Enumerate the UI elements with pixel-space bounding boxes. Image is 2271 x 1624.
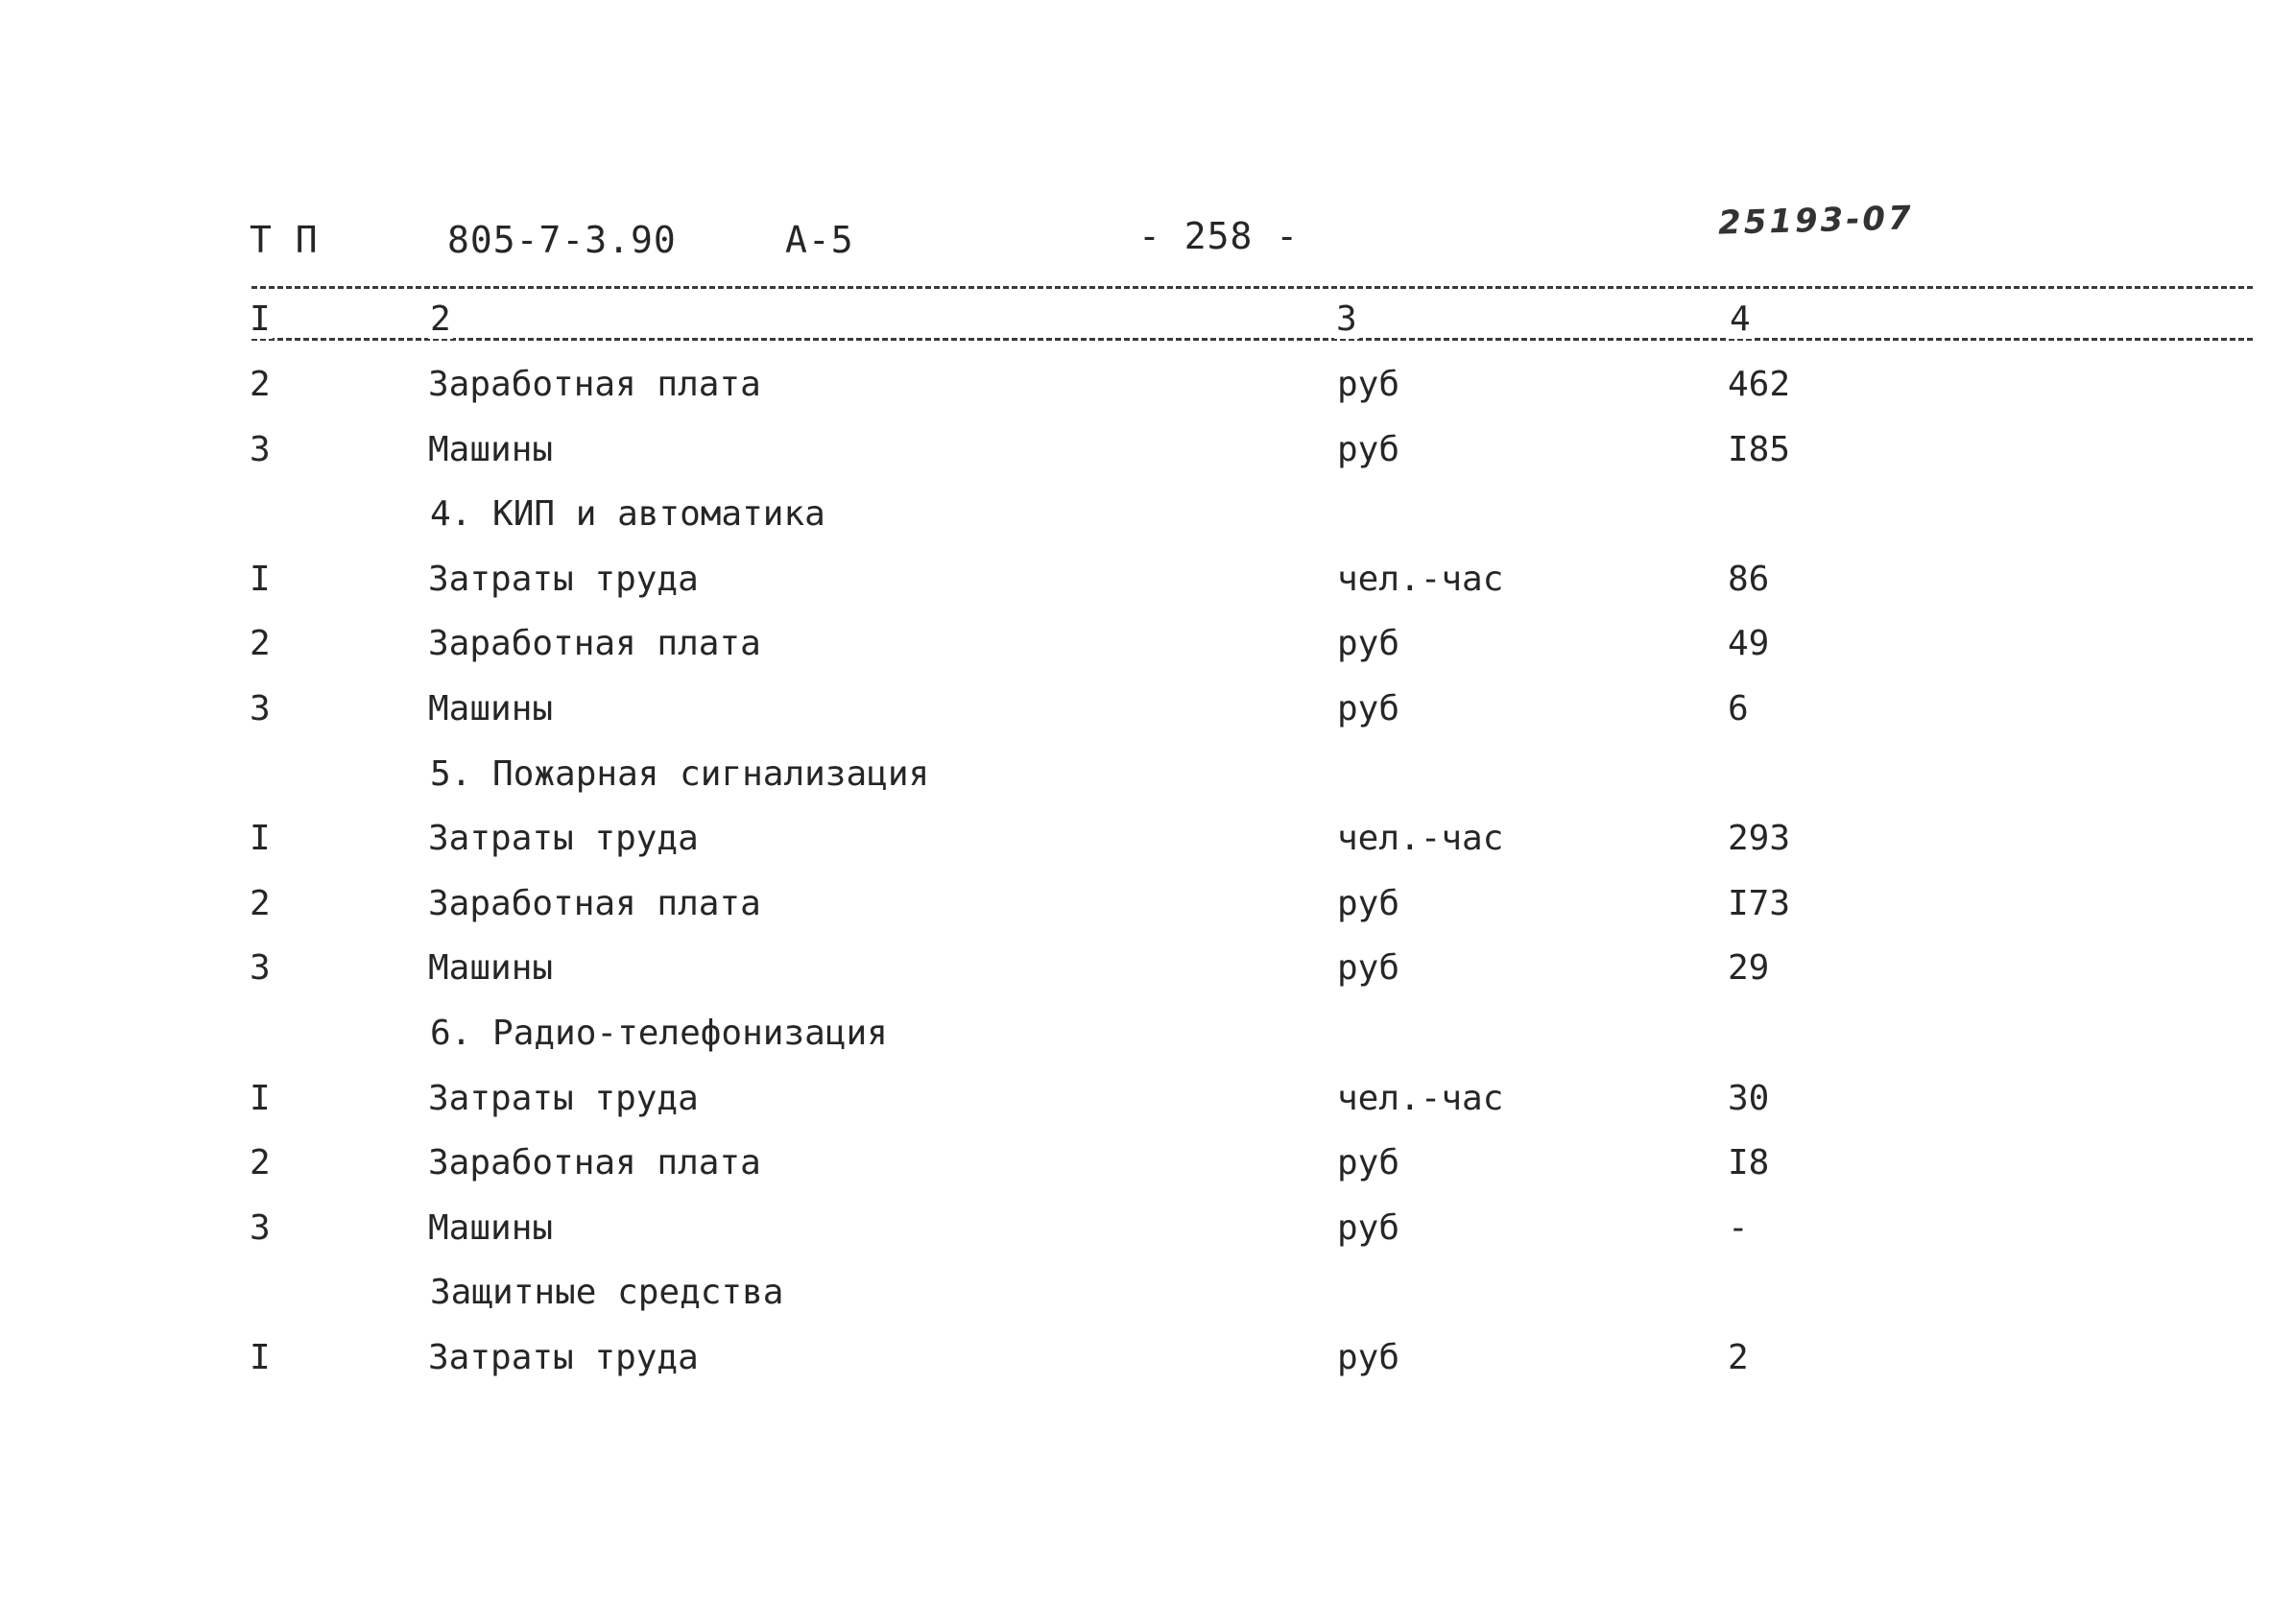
value-cell: 30 xyxy=(1728,1078,1770,1118)
value-cell: - xyxy=(1728,1207,1749,1248)
cost-item-name: Заработная плата xyxy=(428,1143,761,1183)
value-cell: 49 xyxy=(1728,624,1770,664)
table-row xyxy=(0,365,2271,430)
unit-cell: руб xyxy=(1337,624,1400,664)
cost-item-name: Машины xyxy=(428,948,554,989)
table-row xyxy=(0,819,2271,884)
table-row xyxy=(0,1338,2271,1403)
unit-cell: чел.-час xyxy=(1337,819,1504,859)
table-row xyxy=(0,560,2271,625)
page-number: - 258 - xyxy=(1138,215,1300,257)
section-heading-row xyxy=(0,754,2271,820)
section-heading-row xyxy=(0,1273,2271,1338)
row-number: 2 xyxy=(250,365,271,404)
value-cell: 293 xyxy=(1728,819,1791,859)
table-row xyxy=(0,1208,2271,1274)
table-row xyxy=(0,1143,2271,1208)
unit-cell: руб xyxy=(1337,429,1400,469)
cost-item-name: Машины xyxy=(428,429,554,469)
section-heading: 5. Пожарная сигнализация xyxy=(430,753,930,794)
row-number: I xyxy=(250,819,271,859)
unit-cell: руб xyxy=(1337,948,1400,989)
unit-cell: руб xyxy=(1337,883,1400,923)
table-row xyxy=(0,430,2271,495)
unit-cell: руб xyxy=(1337,1207,1400,1248)
unit-cell: чел.-час xyxy=(1337,1078,1504,1118)
project-code: 805-7-3.90 xyxy=(447,219,677,261)
value-cell: 2 xyxy=(1728,1337,1749,1377)
row-number: 2 xyxy=(250,624,271,664)
column-number-2: 2 xyxy=(430,299,451,339)
section-heading-row xyxy=(0,1014,2271,1079)
cost-item-name: Затраты труда xyxy=(428,559,699,599)
table-row xyxy=(0,884,2271,949)
row-number: I xyxy=(250,1078,271,1118)
value-cell: I73 xyxy=(1728,883,1791,923)
cost-item-name: Заработная плата xyxy=(428,883,761,923)
row-number: 3 xyxy=(250,948,271,989)
table-row xyxy=(0,689,2271,754)
cost-item-name: Заработная плата xyxy=(428,624,761,664)
column-number-3: 3 xyxy=(1336,299,1357,339)
header-divider-top xyxy=(251,286,2253,289)
table-row xyxy=(0,624,2271,689)
row-number: 2 xyxy=(250,883,271,923)
cost-item-name: Затраты труда xyxy=(428,1078,699,1118)
row-number: 3 xyxy=(250,688,271,728)
row-number: I xyxy=(250,1337,271,1377)
value-cell: I85 xyxy=(1728,429,1791,469)
row-number: 2 xyxy=(250,1143,271,1183)
value-cell: 86 xyxy=(1728,559,1770,599)
section-heading: Защитные средства xyxy=(430,1273,784,1313)
table-body xyxy=(0,365,2271,1403)
album-label: А-5 xyxy=(785,219,854,261)
section-heading: 6. Радио-телефонизация xyxy=(430,1013,888,1053)
unit-cell: руб xyxy=(1337,1337,1400,1377)
column-number-1: I xyxy=(250,299,271,339)
cost-item-name: Машины xyxy=(428,1207,554,1248)
column-number-4: 4 xyxy=(1730,299,1751,339)
unit-cell: руб xyxy=(1337,365,1400,404)
table-row xyxy=(0,948,2271,1014)
row-number: 3 xyxy=(250,429,271,469)
cost-item-name: Затраты труда xyxy=(428,819,699,859)
archive-number-handwritten: 25193-07 xyxy=(1717,199,1915,243)
cost-item-name: Затраты труда xyxy=(428,1337,699,1377)
value-cell: 6 xyxy=(1728,688,1749,728)
unit-cell: руб xyxy=(1337,1143,1400,1183)
unit-cell: руб xyxy=(1337,688,1400,728)
section-heading-row xyxy=(0,494,2271,560)
cost-item-name: Машины xyxy=(428,688,554,728)
row-number: 3 xyxy=(250,1207,271,1248)
unit-cell: чел.-час xyxy=(1337,559,1504,599)
header-divider-bottom xyxy=(251,338,2253,341)
cost-item-name: Заработная плата xyxy=(428,365,761,404)
section-heading: 4. КИП и автоматика xyxy=(430,494,825,535)
row-number: I xyxy=(250,559,271,599)
table-row xyxy=(0,1079,2271,1144)
value-cell: 29 xyxy=(1728,948,1770,989)
series-label: Т П xyxy=(250,219,319,261)
value-cell: I8 xyxy=(1728,1143,1770,1183)
value-cell: 462 xyxy=(1728,365,1791,404)
